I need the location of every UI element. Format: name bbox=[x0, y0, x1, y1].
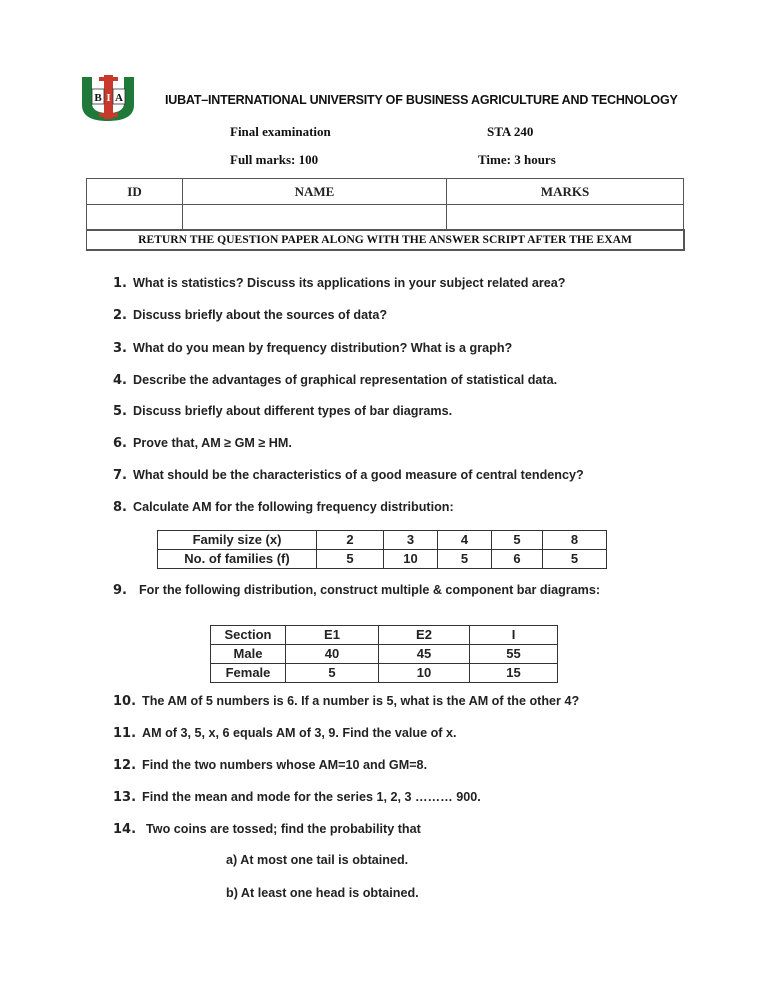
table-cell: 2 bbox=[317, 531, 384, 550]
question-text: What do you mean by frequency distribution? What is a graph? bbox=[132, 341, 513, 355]
question-10 bbox=[113, 694, 579, 709]
table-cell: 10 bbox=[379, 664, 470, 683]
table-cell: 8 bbox=[543, 531, 607, 550]
table-cell: Female bbox=[211, 664, 286, 683]
question-number: 3. bbox=[113, 341, 127, 356]
question-number: 12. bbox=[113, 758, 137, 773]
table-cell: 4 bbox=[438, 531, 492, 550]
question-text: Prove that, AM ≥ GM ≥ HM. bbox=[132, 436, 292, 450]
question-6 bbox=[113, 436, 292, 451]
question-2 bbox=[113, 308, 387, 323]
table-cell: 5 bbox=[438, 550, 492, 569]
question-text: What should be the characteristics of a good measure of central tendency? bbox=[132, 468, 584, 482]
question-number: 2. bbox=[113, 308, 127, 323]
full-marks: Full marks: 100 bbox=[230, 152, 319, 167]
table-cell: Male bbox=[211, 645, 286, 664]
marks-field[interactable] bbox=[447, 205, 684, 231]
id-header: ID bbox=[87, 179, 183, 205]
svg-text:A: A bbox=[115, 92, 123, 104]
table-cell: 5 bbox=[317, 550, 384, 569]
question-number: 14. bbox=[113, 822, 137, 837]
question-number: 10. bbox=[113, 694, 137, 709]
question-text: Describe the advantages of graphical representation of statistical data. bbox=[132, 373, 558, 387]
table-cell: 6 bbox=[492, 550, 543, 569]
svg-text:I: I bbox=[106, 92, 111, 104]
table-cell: 55 bbox=[470, 645, 558, 664]
table-cell: 5 bbox=[286, 664, 379, 683]
table-cell: 15 bbox=[470, 664, 558, 683]
question-number: 5. bbox=[113, 404, 127, 419]
question-number: 9. bbox=[113, 583, 127, 598]
question-text: Discuss briefly about the sources of data? bbox=[132, 308, 388, 322]
question-14 bbox=[113, 822, 421, 837]
table-cell: 45 bbox=[379, 645, 470, 664]
question-4 bbox=[113, 373, 557, 388]
name-header: NAME bbox=[183, 179, 447, 205]
table-cell: 40 bbox=[286, 645, 379, 664]
table-cell: Section bbox=[211, 626, 286, 645]
question-text: Discuss briefly about different types of bar diagrams. bbox=[132, 404, 453, 418]
course-code: STA 240 bbox=[487, 124, 534, 139]
marks-header: MARKS bbox=[447, 179, 684, 205]
question-text: The AM of 5 numbers is 6. If a number is 5, what is the AM of the other 4? bbox=[142, 694, 580, 708]
question-number: 11. bbox=[113, 726, 137, 741]
question-9 bbox=[113, 583, 600, 598]
table-row bbox=[211, 664, 558, 683]
question-text: AM of 3, 5, x, 6 equals AM of 3, 9. Find the value of x. bbox=[142, 726, 457, 740]
university-logo bbox=[80, 75, 136, 123]
frequency-table bbox=[157, 530, 607, 569]
exam-time: Time: 3 hours bbox=[478, 152, 556, 167]
table-row bbox=[211, 645, 558, 664]
question-text: Find the mean and mode for the series 1, 2, 3 ……… 900. bbox=[142, 790, 481, 804]
question-text: For the following distribution, construct multiple & component bar diagrams: bbox=[138, 583, 601, 597]
section-table bbox=[210, 625, 558, 683]
question-number: 1. bbox=[113, 276, 127, 291]
table-row bbox=[211, 626, 558, 645]
table-cell: 5 bbox=[543, 550, 607, 569]
question-13 bbox=[113, 790, 481, 805]
table-cell: 3 bbox=[384, 531, 438, 550]
question-text: What is statistics? Discuss its applications in your subject related area? bbox=[132, 276, 566, 290]
question-number: 8. bbox=[113, 500, 127, 515]
question-5 bbox=[113, 404, 452, 419]
table-cell: No. of families (f) bbox=[158, 550, 317, 569]
table-cell: 10 bbox=[384, 550, 438, 569]
question-number: 13. bbox=[113, 790, 137, 805]
return-notice: RETURN THE QUESTION PAPER ALONG WITH THE ANSWER SCRIPT AFTER THE EXAM bbox=[86, 229, 685, 251]
table-cell: Family size (x) bbox=[158, 531, 317, 550]
question-number: 4. bbox=[113, 373, 127, 388]
question-8 bbox=[113, 500, 454, 515]
question-text: Calculate AM for the following frequency distribution: bbox=[132, 500, 454, 514]
exam-type: Final examination bbox=[230, 124, 331, 139]
subpart-a: a) At most one tail is obtained. bbox=[226, 853, 409, 867]
table-cell: E1 bbox=[286, 626, 379, 645]
question-text: Two coins are tossed; find the probability that bbox=[146, 822, 421, 836]
question-11 bbox=[113, 726, 456, 741]
question-7 bbox=[113, 468, 584, 483]
question-3 bbox=[113, 341, 512, 356]
question-1 bbox=[113, 276, 566, 291]
table-cell: I bbox=[470, 626, 558, 645]
subpart-b: b) At least one head is obtained. bbox=[226, 886, 419, 900]
student-info-table bbox=[86, 178, 684, 231]
question-12 bbox=[113, 758, 427, 773]
id-field[interactable] bbox=[87, 205, 183, 231]
table-cell: E2 bbox=[379, 626, 470, 645]
table-cell: 5 bbox=[492, 531, 543, 550]
university-title: IUBAT–INTERNATIONAL UNIVERSITY OF BUSINESS AGRICULTURE AND TECHNOLOGY bbox=[165, 93, 678, 107]
question-number: 7. bbox=[113, 468, 127, 483]
name-field[interactable] bbox=[183, 205, 447, 231]
table-row bbox=[158, 531, 607, 550]
table-row bbox=[158, 550, 607, 569]
svg-text:B: B bbox=[94, 92, 102, 104]
question-number: 6. bbox=[113, 436, 127, 451]
question-text: Find the two numbers whose AM=10 and GM=8. bbox=[142, 758, 428, 772]
